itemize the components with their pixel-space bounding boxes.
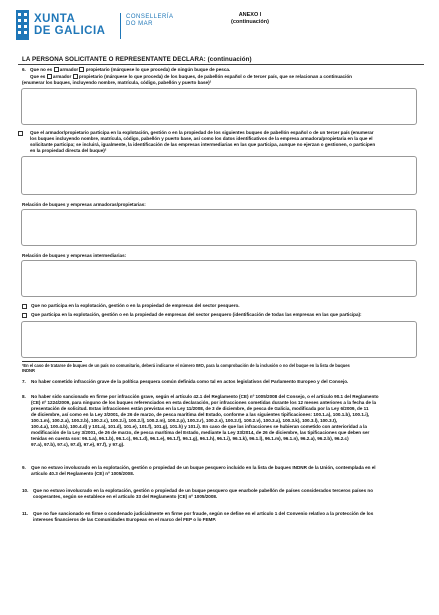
armador-participa-text: Que el armador/propietario participa en la explotación, gestión o en la propiedad de los siguientes buques de pabellón español o de un tercer país (enumerar los buques incluyendo nombre, matrícula, código, pabellón y puerto base, así como los datos identificativos de la empresa armadora/propietaria en la que el solicitante participa; se incluirá, igualmente, la identificación de las empresas intermediarias en las que participa, aunque no ejerzan o gestionen, o participen en la propiedad directa del buque)² (30, 130, 376, 153)
logo-separator (120, 13, 121, 39)
annex-header: ANEXO I (continuación) (231, 12, 269, 25)
no-participa-checkbox[interactable] (22, 304, 27, 309)
is-propietario-checkbox[interactable] (73, 74, 78, 79)
section-title: LA PERSONA SOLICITANTE O REPRESENTANTE DECLARA: (continuación) (22, 56, 252, 63)
relacion-armadoras-textarea[interactable] (21, 209, 417, 246)
participa-empresas-textarea[interactable] (21, 321, 417, 358)
item11-number: 11. (22, 511, 29, 516)
item10-text: Que no estuvo involucrado en la explotación, gestión o propiedad de un buque pesquero que enarbole pabellón de países considerados terceros países no cooperantes, según se establece en el artículo 33 del Reglamento (CE) nº 1005/2008. (33, 488, 374, 499)
item8-number: 8. (22, 394, 26, 399)
armador-participa-checkbox[interactable] (18, 131, 23, 136)
section-divider (18, 64, 424, 65)
logo-department: CONSELLERÍA DO MAR (126, 14, 174, 27)
item9-text: Que no estuvo involucrado en la explotación, gestión o propiedad de un buque pesquero incluido en la lista de buques INDNR de la Unión, contemplada en el artículo 40.3 del Reglamento (CE) nº 1005/2008. (31, 465, 376, 476)
item8-text: No haber sido sancionado en firme por infracción grave, según el artículo 42.1 del Reglamento (CE) nº 1005/2008 del Consejo, o el artículo 90.1 del Reglamento (CE) nº 1224/2009, para ninguno de los buques referenciados en esta declaración, por infracciones cometidas durante los 12 meses anteriores a la fecha de la presentación de solicitud. Estas infracciones están previstas en la Ley 11/2008, de 3 de diciembre, de pesca de Galicia, modificada por la Ley 6/2009, de 11 de diciembre, así como en la Ley 3/2001, de 26 de marzo, de pesca marítima del Estado, conforme a las siguientes tipificaciones: 100.1.a), 100.1.b), 100.1.i), 100.1.m), 100.2.a), 100.2.b), 100.2.c), 100.2.i), 100.2.l), 100.2.m), 100.2.p), 100.2.r), 100.2.s), 100.2.t), 100.2.v), 100.3.a), 100.3.k), 100.3.l), 100.3.t), 100.4.a), 100.4.b), 100.4.d) y 101.a), 101.d), 101.e), 101.f), 101.g), 101.h) y 101.i). En caso de que las infracciones se hubieran cometido con anterioridad a la modificación de la Ley 3/2001, de 26 de marzo, de pesca marítima del Estado, mediante la Ley 33/2014, de 26 de diciembre, las tipificaciones que deben ser tenidas en cuenta son: 96.1.a), 96.1.b), 96.1.c), 96.1.d), 96.1.e), 96.1.f), 96.1.g), 96.1.h), 96.1.i), 96.1.k), 96.1.l), 96.1.m), 96.1.n), 96.2.a), 96.2.b), 96.2.c) 97.a), 97.b), 97.c), 97.d), 97.e), 97.f), y 97.g). (31, 394, 379, 447)
item6-line3: (enumerar los buques, incluyendo nombre, matrícula, código, pabellón y puerto base)² (22, 80, 212, 85)
footnote: ²En el caso de tratarse de buques de un país no comunitario, deberá indicarse el número IMO, para la comprobación de la inclusión o no del buque en la lista de buques INDNR (22, 363, 350, 373)
no-participa-text: Que no participa en la explotación, gestión o en la propiedad de empresas del sector pesquero. (31, 303, 240, 308)
item7-text: No haber cometido infracción grave de la política pesquera común definida como tal en actos legislativos del Parlamento Europeo y del Consejo. (31, 379, 349, 384)
item6-number: 6. (22, 67, 26, 72)
footnote-separator (22, 361, 82, 362)
relacion-armadoras-label: Relación de buques y empresas armadoras/propietarias: (22, 202, 146, 207)
item11-text: Que no fue sancionado en firme o condenado judicialmente en firme por fraude, según se define en el artículo 1 del Convenio relativo a la protección de los intereses financieros de las Comunidades Europeas en el marco del FEP o lo FEMP. (33, 511, 374, 522)
item10-number: 10. (22, 488, 29, 493)
participa-text: Que participa en la explotación, gestión o en la propiedad de empresas del sector pesquero (identificación de todas las empresas en las que participa): (31, 312, 362, 317)
participa-checkbox[interactable] (22, 313, 27, 318)
relacion-intermediarias-textarea[interactable] (21, 260, 417, 297)
logo-name: XUNTA DE GALICIA (34, 13, 106, 37)
armador-participa-textarea[interactable] (21, 156, 417, 195)
item6-line1: Que no es armador propietario (márquese lo que proceda) de ningún buque de pesca. (30, 67, 231, 72)
relacion-intermediarias-label: Relación de buques y empresas intermediarias: (22, 253, 127, 258)
galicia-crest-icon (16, 10, 29, 40)
buques-list-textarea[interactable] (21, 88, 417, 125)
item6-line2: Que es armador propietario (márquese lo que proceda) de los buques, de pabellón español o de tercer país, que se relacionan a continuación (30, 74, 352, 79)
not-armador-checkbox[interactable] (54, 67, 59, 72)
item9-number: 9. (22, 465, 26, 470)
item7-number: 7. (22, 379, 26, 384)
is-armador-checkbox[interactable] (47, 74, 52, 79)
xunta-logo (16, 10, 174, 50)
not-propietario-checkbox[interactable] (79, 67, 84, 72)
